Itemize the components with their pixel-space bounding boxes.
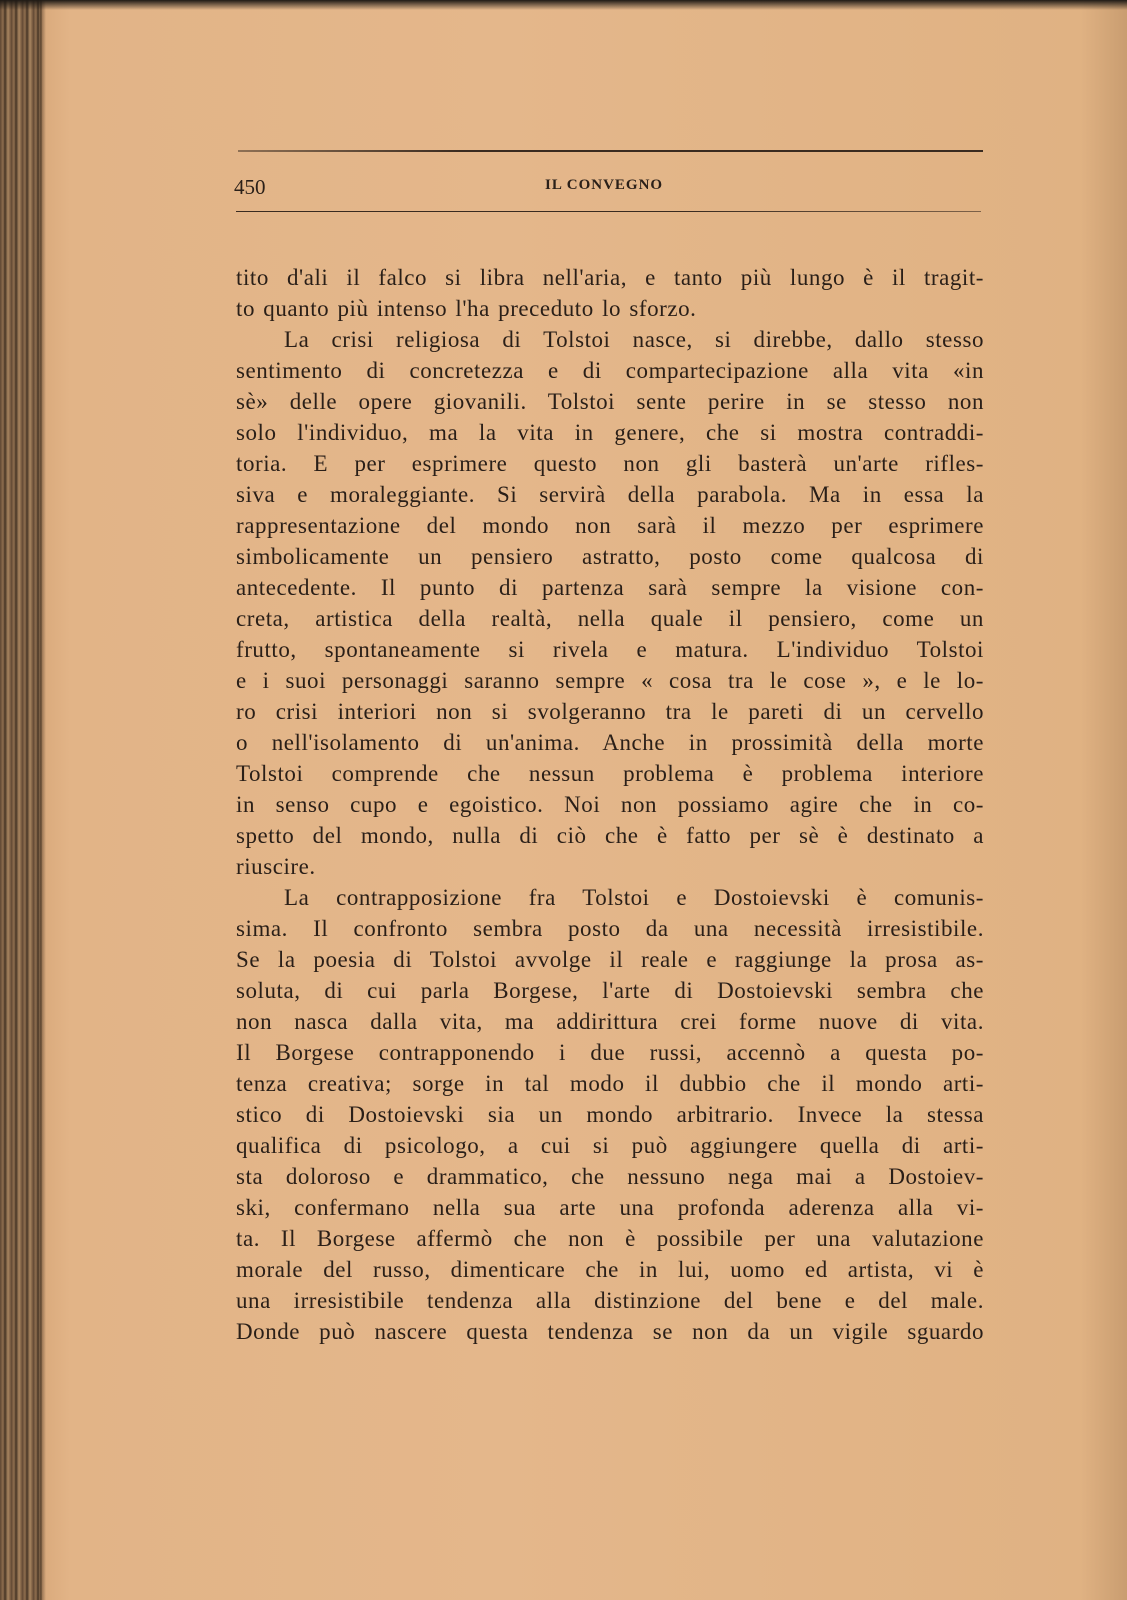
text-line: una irresistibile tendenza alla distinzione del bene e del male. <box>236 1288 984 1313</box>
text-line: simbolicamente un pensiero astratto, posto come qualcosa di <box>236 544 984 569</box>
text-line: solo l'individuo, ma la vita in genere, che si mostra contraddi- <box>236 420 984 445</box>
text-line: La contrapposizione fra Tolstoi e Dostoievski è comunis- <box>284 885 984 910</box>
text-line: sta doloroso e drammatico, che nessuno nega mai a Dostoiev- <box>236 1164 984 1189</box>
running-title: IL CONVEGNO <box>545 177 664 193</box>
text-line: Il Borgese contrapponendo i due russi, accennò a questa po- <box>236 1040 984 1065</box>
text-line: Tolstoi comprende che nessun problema è problema interiore <box>236 761 984 786</box>
text-line: e i suoi personaggi saranno sempre « cosa tra le cose », e le lo- <box>236 668 984 693</box>
header-rule-top <box>238 150 983 152</box>
text-line: ro crisi interiori non si svolgeranno tra le pareti di un cervello <box>236 699 984 724</box>
text-line: in senso cupo e egoistico. Noi non possiamo agire che in co- <box>236 792 984 817</box>
text-line: sima. Il confronto sembra posto da una necessità irresistibile. <box>236 916 984 941</box>
text-line: frutto, spontaneamente si rivela e matura. L'individuo Tolstoi <box>236 637 984 662</box>
text-line: qualifica di psicologo, a cui si può aggiungere quella di arti- <box>236 1133 984 1158</box>
text-line: morale del russo, dimenticare che in lui, uomo ed artista, vi è <box>236 1257 984 1282</box>
spine-shadow <box>40 0 46 1600</box>
text-line: siva e moraleggiante. Si servirà della parabola. Ma in essa la <box>236 482 984 507</box>
text-line: antecedente. Il punto di partenza sarà sempre la visione con- <box>236 575 984 600</box>
text-line: rappresentazione del mondo non sarà il mezzo per esprimere <box>236 513 984 538</box>
text-line: stico di Dostoievski sia un mondo arbitrario. Invece la stessa <box>236 1102 984 1127</box>
text-line: riuscire. <box>236 854 316 879</box>
body-text <box>236 262 984 1347</box>
text-line: La crisi religiosa di Tolstoi nasce, si direbbe, dallo stesso <box>284 327 984 352</box>
text-line: creta, artistica della realtà, nella quale il pensiero, come un <box>236 606 984 631</box>
text-line: sentimento di concretezza e di compartecipazione alla vita «in <box>236 358 984 383</box>
text-line: Donde può nascere questa tendenza se non da un vigile sguardo <box>236 1319 984 1344</box>
header-rule-bottom <box>236 211 981 212</box>
book-spine <box>0 0 42 1600</box>
text-line: Se la poesia di Tolstoi avvolge il reale e raggiunge la prosa as- <box>236 947 984 972</box>
text-line: toria. E per esprimere questo non gli basterà un'arte rifles- <box>236 451 984 476</box>
text-line: spetto del mondo, nulla di ciò che è fatto per sè è destinato a <box>236 823 984 848</box>
page-number: 450 <box>234 175 266 199</box>
text-line: sè» delle opere giovanili. Tolstoi sente perire in se stesso non <box>236 389 984 414</box>
text-line: non nasca dalla vita, ma addirittura crei forme nuove di vita. <box>236 1009 984 1034</box>
text-line: ta. Il Borgese affermò che non è possibile per una valutazione <box>236 1226 984 1251</box>
top-shadow <box>0 0 1127 10</box>
text-line: soluta, di cui parla Borgese, l'arte di Dostoievski sembra che <box>236 978 984 1003</box>
text-line: o nell'isolamento di un'anima. Anche in prossimità della morte <box>236 730 984 755</box>
text-line: ski, confermano nella sua arte una profonda aderenza alla vi- <box>236 1195 984 1220</box>
text-line: to quanto più intenso l'ha preceduto lo sforzo. <box>236 296 697 321</box>
text-line: tenza creativa; sorge in tal modo il dubbio che il mondo arti- <box>236 1071 984 1096</box>
text-line: tito d'ali il falco si libra nell'aria, e tanto più lungo è il tragit- <box>236 265 984 290</box>
